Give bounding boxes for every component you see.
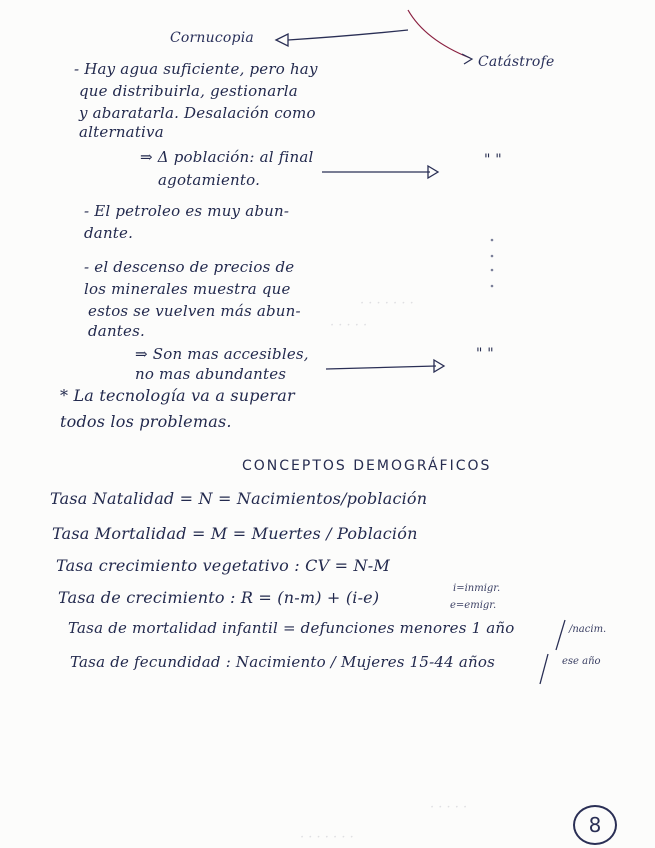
crecimiento-note-inmigr: i=inmigr. — [453, 583, 501, 594]
technology-note-line2: todos los problemas. — [60, 412, 232, 431]
page-number: 8 — [588, 813, 602, 837]
bullet-minerals-line1: - el descenso de precios de — [84, 258, 295, 276]
mortalidad-formula: Tasa Mortalidad = M = Muertes / Población — [52, 524, 418, 543]
bullet-water-line2: que distribuirla, gestionarla — [79, 82, 298, 100]
catastrofe-label: Catástrofe — [478, 54, 555, 70]
ink-dot — [491, 269, 494, 272]
section-heading: CONCEPTOS DEMOGRÁFICOS — [242, 458, 492, 474]
ink-dot — [491, 255, 494, 258]
crecimiento-vegetativo-formula: Tasa crecimiento vegetativo : CV = N-M — [56, 556, 390, 575]
fecundidad-formula: Tasa de fecundidad : Nacimiento / Mujeres 15-44 años — [70, 653, 496, 671]
abundantes-arrowhead — [434, 360, 444, 372]
cornucopia-arrow-line — [288, 30, 408, 40]
ink-dot — [491, 285, 494, 288]
ditto-marks: " " — [484, 152, 502, 168]
crecimiento-formula: Tasa de crecimiento : R = (n-m) + (i-e) — [58, 588, 380, 607]
ditto-marks: " " — [476, 346, 494, 362]
bullet-water-arrow-line1: ⇒ Δ población: al final — [140, 148, 314, 166]
bullet-minerals-arrow-line1: ⇒ Son mas accesibles, — [135, 345, 309, 363]
bullet-minerals-line2: los minerales muestra que — [84, 280, 291, 298]
bullet-water-line3: y abaratarla. Desalación como — [79, 104, 316, 122]
bullet-water-line1: - Hay agua suficiente, pero hay — [74, 60, 318, 78]
abundantes-arrow-line — [326, 366, 436, 369]
page-number-badge — [573, 805, 617, 845]
bullet-oil-line2: dante. — [84, 224, 134, 242]
technology-note-line1: * La tecnología va a superar — [60, 386, 295, 405]
mortalidad-infantil-note: /nacim. — [569, 624, 607, 635]
bullet-minerals-arrow-line2: no mas abundantes — [135, 365, 287, 383]
fecundidad-note: ese año — [562, 656, 601, 667]
bullet-water-arrow-line2: agotamiento. — [158, 171, 261, 189]
bullet-minerals-line3: estos se vuelven más abun- — [88, 302, 301, 320]
cornucopia-arrowhead — [276, 34, 288, 46]
catastrofe-curve — [408, 10, 470, 58]
crecimiento-note-emigr: e=emigr. — [450, 600, 497, 611]
fraction-slash — [556, 620, 565, 650]
ink-dot — [491, 239, 494, 242]
bullet-oil-line1: - El petroleo es muy abun- — [84, 202, 290, 220]
bleed-through-text: · · · · · — [330, 318, 368, 333]
bleed-through-text: · · · · · — [430, 800, 468, 815]
bullet-minerals-line4: dantes. — [88, 322, 145, 340]
mortalidad-infantil-formula: Tasa de mortalidad infantil = defunciones menores 1 año — [68, 619, 515, 637]
natalidad-formula: Tasa Natalidad = N = Nacimientos/población — [50, 489, 428, 508]
fraction-slash — [540, 654, 548, 684]
cornucopia-label: Cornucopia — [170, 30, 254, 46]
bullet-water-line4: alternativa — [79, 123, 164, 141]
catastrofe-arrowhead — [462, 54, 472, 64]
agotamiento-arrowhead — [428, 166, 438, 178]
bleed-through-text: · · · · · · · — [360, 296, 414, 311]
bleed-through-text: · · · · · · · — [300, 830, 354, 845]
